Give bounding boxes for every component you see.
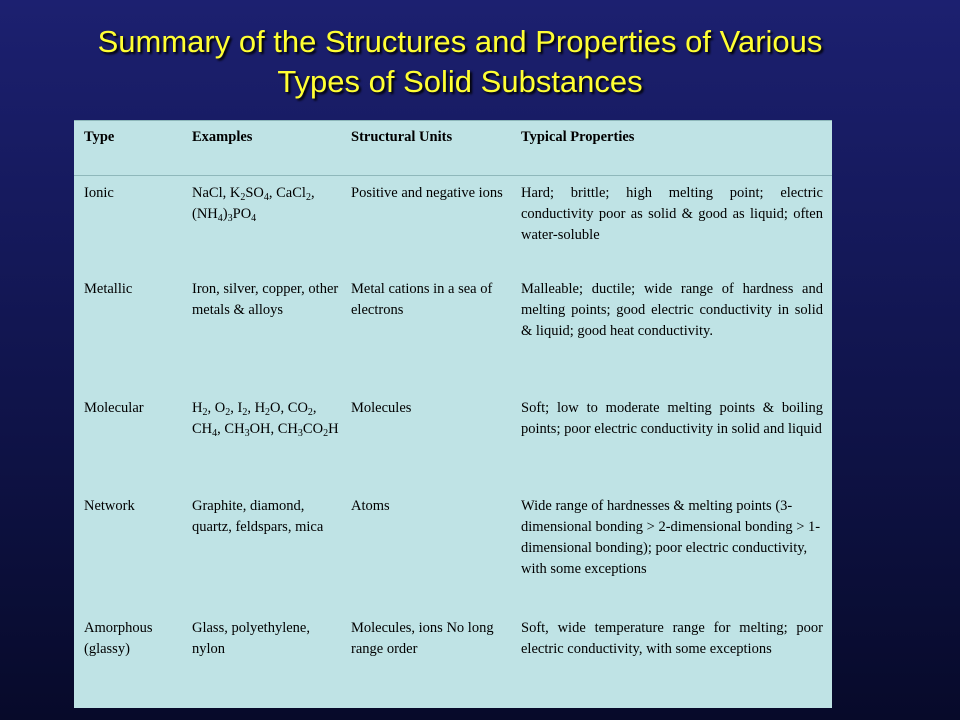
row-metallic-examples: Iron, silver, copper, other metals & alloys (192, 281, 339, 318)
row-network-examples: Graphite, diamond, quartz, feldspars, mica (192, 498, 324, 535)
slide-title-line-2: Types of Solid Substances (277, 64, 643, 99)
row-molecular-units: Molecules (351, 400, 412, 416)
row-molecular-type: Molecular (84, 400, 144, 416)
slide-title (0, 22, 920, 102)
row-ionic-properties: Hard; brittle; high melting point; electric conductivity poor as solid & good as liquid; often water-soluble (521, 185, 823, 243)
row-ionic-type: Ionic (84, 185, 114, 201)
row-amorphous-type: Amorphous (glassy) (84, 620, 153, 657)
row-molecular-properties: Soft; low to moderate melting points & boiling points; poor electric conductivity in solid and liquid (521, 400, 823, 437)
header-type: Type (84, 129, 115, 145)
row-metallic-type: Metallic (84, 281, 133, 297)
row-network-type: Network (84, 498, 135, 514)
row-amorphous-units: Molecules, ions No long range order (351, 620, 494, 657)
header-divider (74, 175, 832, 176)
row-molecular-examples: $H_2$, $O_2$, $I_2$, $H_2O$, $CO_2$, $CH_4$, $CH_3OH$, $CH_3CO_2H$ (192, 400, 339, 439)
row-network-units: Atoms (351, 498, 390, 514)
row-metallic-properties: Malleable; ductile; wide range of hardness and melting points; good electric conductivity in solid & liquid; good heat conductivity. (521, 281, 823, 339)
slide-title-line-1: Summary of the Structures and Properties of Various (97, 24, 823, 59)
row-amorphous-properties: Soft, wide temperature range for melting; poor electric conductivity, with some exceptions (521, 620, 823, 657)
row-ionic-examples: NaCl, $K_2SO_4$, CaCl$_2$, $(NH_4)_3PO_4$ (192, 185, 315, 224)
solids-summary-table (74, 120, 832, 708)
header-typical-properties: Typical Properties (521, 129, 635, 145)
row-amorphous-examples: Glass, polyethylene, nylon (192, 620, 310, 657)
row-network-properties: Wide range of hardnesses & melting points (3-dimensional bonding > 2-dimensional bonding > 1-dimensional bonding); poor electric conductivity, with some exceptions (521, 498, 821, 577)
row-metallic-units: Metal cations in a sea of electrons (351, 281, 493, 318)
header-examples: Examples (192, 129, 253, 145)
row-ionic-units: Positive and negative ions (351, 185, 503, 201)
header-structural-units: Structural Units (351, 129, 453, 145)
